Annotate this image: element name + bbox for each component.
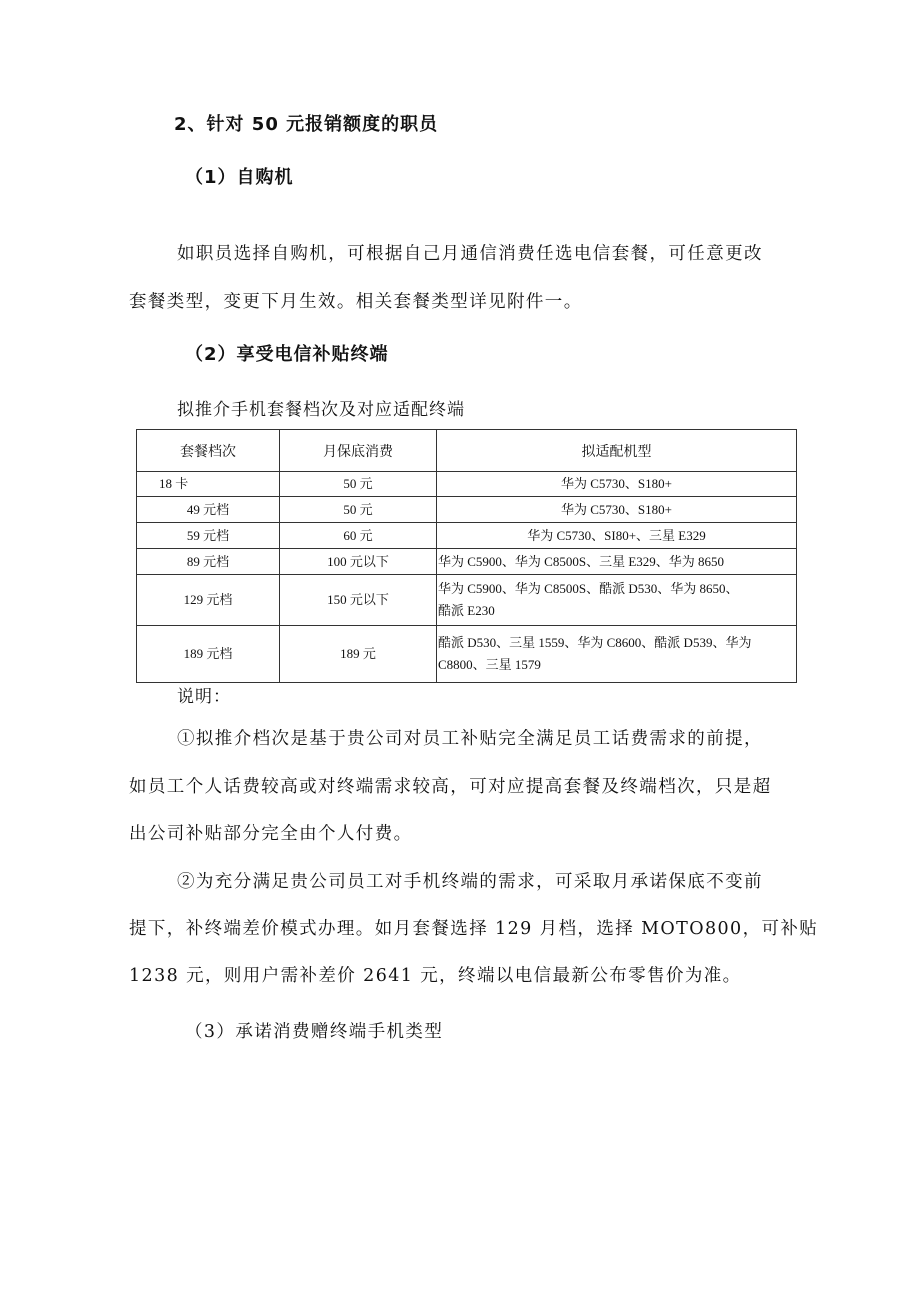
table-row xyxy=(137,523,797,549)
note2-line2: 提下，补终端差价模式办理。如月套餐选择 129 月档，选择 MOTO800，可补贴 xyxy=(129,919,819,939)
header-tier: 套餐档次 xyxy=(137,430,280,472)
section-heading: 2、针对 50 元报销额度的职员 xyxy=(174,114,439,135)
commitment-heading: （3）承诺消费赠终端手机类型 xyxy=(185,1022,444,1042)
table-row xyxy=(137,472,797,497)
cell-models xyxy=(437,575,797,626)
cell-models-line1: 华为 C5900、华为 C8500S、酷派 D530、华为 8650、 xyxy=(438,581,739,596)
cell-min-spend: 150 元以下 xyxy=(280,575,437,626)
cell-min-spend: 189 元 xyxy=(280,626,437,683)
note1-line2: 如员工个人话费较高或对终端需求较高，可对应提高套餐及终端档次，只是超 xyxy=(129,777,772,797)
table-row xyxy=(137,626,797,683)
cell-min-spend: 60 元 xyxy=(280,523,437,549)
self-purchase-heading: （1）自购机 xyxy=(185,167,294,188)
cell-min-spend: 50 元 xyxy=(280,472,437,497)
cell-models: 华为 C5730、S180+ xyxy=(437,472,797,497)
cell-models-line1: 酷派 D530、三星 1559、华为 C8600、酷派 D539、华为 xyxy=(438,635,752,650)
table-caption: 拟推介手机套餐档次及对应适配终端 xyxy=(177,400,465,420)
cell-tier: 59 元档 xyxy=(137,523,280,549)
cell-tier: 18 卡 xyxy=(137,472,280,497)
note2-line3: 1238 元，则用户需补差价 2641 元，终端以电信最新公布零售价为准。 xyxy=(129,966,742,986)
table-row xyxy=(137,575,797,626)
cell-tier: 129 元档 xyxy=(137,575,280,626)
subsidy-heading: （2）享受电信补贴终端 xyxy=(185,344,389,365)
cell-tier: 89 元档 xyxy=(137,549,280,575)
cell-tier: 189 元档 xyxy=(137,626,280,683)
table-row xyxy=(137,549,797,575)
self-purchase-paragraph-line2: 套餐类型，变更下月生效。相关套餐类型详见附件一。 xyxy=(129,292,583,312)
notes-label: 说明： xyxy=(177,687,231,707)
self-purchase-paragraph-line1: 如职员选择自购机，可根据自己月通信消费任选电信套餐，可任意更改 xyxy=(177,244,763,264)
cell-models: 华为 C5730、S180+ xyxy=(437,497,797,523)
cell-min-spend: 100 元以下 xyxy=(280,549,437,575)
note1-line1: ①拟推介档次是基于贵公司对员工补贴完全满足员工话费需求的前提， xyxy=(177,729,763,749)
note2-line1: ②为充分满足贵公司员工对手机终端的需求，可采取月承诺保底不变前 xyxy=(177,872,763,892)
table-row xyxy=(137,497,797,523)
plans-table xyxy=(136,429,797,683)
header-models: 拟适配机型 xyxy=(437,430,797,472)
header-min-spend: 月保底消费 xyxy=(280,430,437,472)
note1-line3: 出公司补贴部分完全由个人付费。 xyxy=(129,824,413,844)
cell-min-spend: 50 元 xyxy=(280,497,437,523)
cell-models xyxy=(437,626,797,683)
cell-models: 华为 C5900、华为 C8500S、三星 E329、华为 8650 xyxy=(437,549,797,575)
cell-tier: 49 元档 xyxy=(137,497,280,523)
cell-models-line2: 酷派 E230 xyxy=(438,603,495,618)
cell-models-line2: C8800、三星 1579 xyxy=(438,657,541,672)
cell-models: 华为 C5730、SI80+、三星 E329 xyxy=(437,523,797,549)
table-header-row xyxy=(137,430,797,472)
